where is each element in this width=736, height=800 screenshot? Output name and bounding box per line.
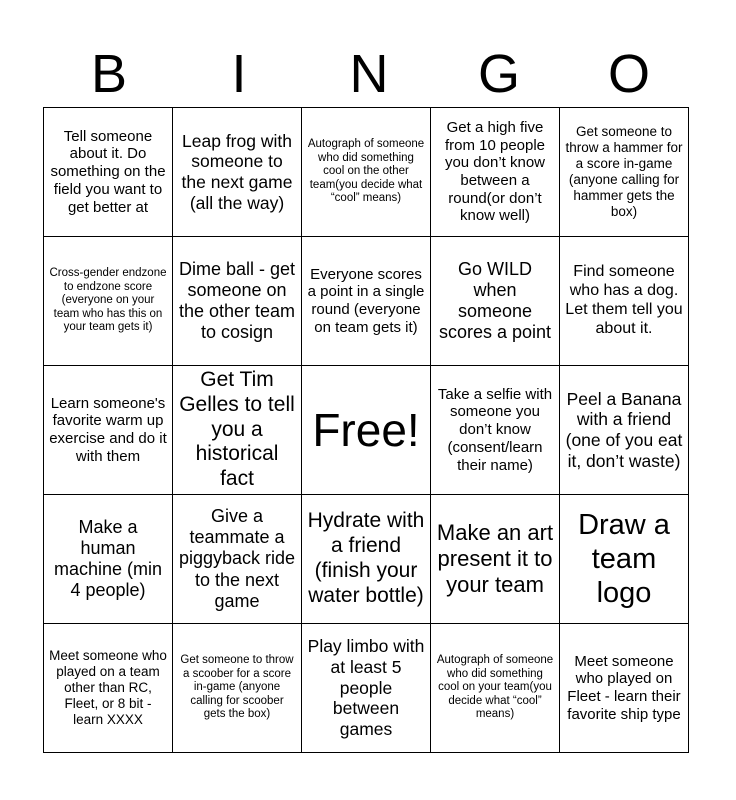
bingo-cell[interactable]: Everyone scores a point in a single round (everyone on team gets it) [302,237,431,366]
bingo-cell[interactable]: Get Tim Gelles to tell you a historical fact [173,366,302,495]
bingo-cell[interactable]: Learn someone's favorite warm up exercise and do it with them [44,366,173,495]
header-letter-g: G [477,44,520,104]
bingo-cell[interactable]: Leap frog with someone to the next game (all the way) [173,108,302,237]
grid-row [44,624,689,753]
bingo-cell[interactable]: Give a teammate a piggyback ride to the next game [173,495,302,624]
bingo-cell[interactable]: Play limbo with at least 5 people between games [302,624,431,753]
bingo-cell[interactable]: Autograph of someone who did something cool on the other team(you decide what “cool” means) [302,108,431,237]
bingo-header [44,40,694,108]
bingo-cell[interactable]: Autograph of someone who did something cool on your team(you decide what “cool” means) [431,624,560,753]
header-letter-o: O [607,44,650,104]
bingo-cell[interactable]: Tell someone about it. Do something on the field you want to get better at [44,108,173,237]
bingo-cell[interactable]: Get a high five from 10 people you don’t know between a round(or don’t know well) [431,108,560,237]
bingo-cell[interactable]: Meet someone who played on Fleet - learn their favorite ship type [560,624,689,753]
bingo-cell[interactable]: Peel a Banana with a friend (one of you eat it, don’t waste) [560,366,689,495]
bingo-cell[interactable]: Get someone to throw a scoober for a score in-game (anyone calling for scoober gets the box) [173,624,302,753]
bingo-cell[interactable]: Go WILD when someone scores a point [431,237,560,366]
bingo-cell[interactable]: Make a human machine (min 4 people) [44,495,173,624]
bingo-cell[interactable]: Hydrate with a friend (finish your water bottle) [302,495,431,624]
bingo-cell[interactable]: Cross-gender endzone to endzone score (everyone on your team who has this on your team gets it) [44,237,173,366]
bingo-cell[interactable]: Draw a team logo [560,495,689,624]
grid-row [44,108,689,237]
grid-row [44,237,689,366]
header-letter-n: N [349,44,389,104]
bingo-cell[interactable]: Meet someone who played on a team other than RC, Fleet, or 8 bit - learn XXXX [44,624,173,753]
free-cell[interactable]: Free! [302,366,431,495]
bingo-grid [43,107,689,753]
bingo-cell[interactable]: Make an art present it to your team [431,495,560,624]
grid-row [44,495,689,624]
bingo-cell[interactable]: Find someone who has a dog. Let them tell you about it. [560,237,689,366]
bingo-cell[interactable]: Dime ball - get someone on the other team to cosign [173,237,302,366]
header-letter-b: B [90,44,128,104]
bingo-cell[interactable]: Take a selfie with someone you don’t know (consent/learn their name) [431,366,560,495]
grid-row [44,366,689,495]
bingo-cell[interactable]: Get someone to throw a hammer for a score in-game (anyone calling for hammer gets the box) [560,108,689,237]
header-letter-i: I [231,44,247,104]
